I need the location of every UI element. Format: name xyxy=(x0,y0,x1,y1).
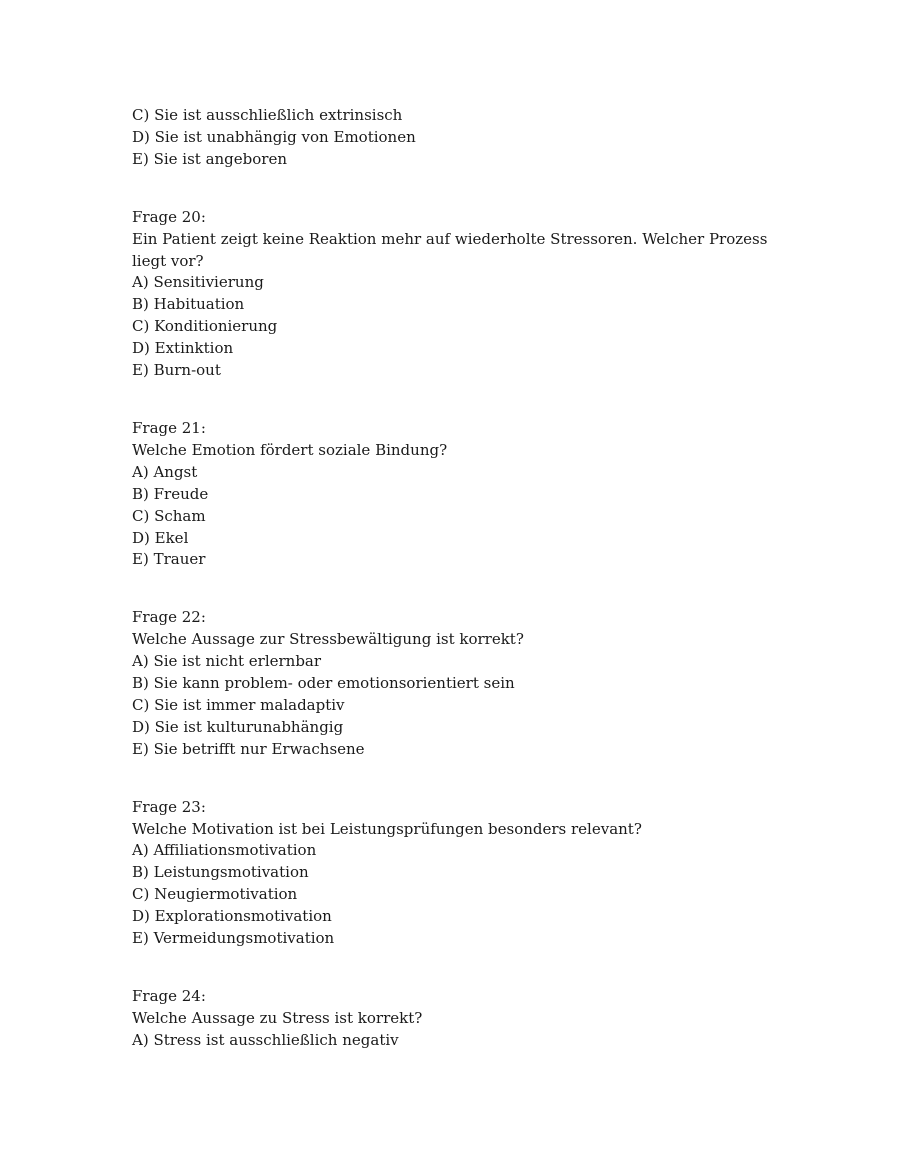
question-label: Frage 20: xyxy=(132,207,206,226)
question-21 xyxy=(132,418,772,571)
document-page xyxy=(132,105,772,1052)
answer-option: B) Habituation xyxy=(132,295,245,314)
question-23 xyxy=(132,797,772,950)
answer-option: A) Stress ist ausschließlich negativ xyxy=(132,1030,399,1049)
answer-option: C) Scham xyxy=(132,506,206,525)
answer-option: B) Sie kann problem- oder emotionsorientiert sein xyxy=(132,674,515,693)
answer-option: A) Affiliationsmotivation xyxy=(132,841,317,860)
question-label: Frage 23: xyxy=(132,797,206,816)
continued-options xyxy=(132,105,772,171)
answer-option: E) Burn-out xyxy=(132,361,221,380)
question-label: Frage 22: xyxy=(132,608,206,627)
answer-option: A) Sensitivierung xyxy=(132,273,264,292)
answer-option: C) Neugiermotivation xyxy=(132,885,298,904)
question-text: Ein Patient zeigt keine Reaktion mehr auf wiederholte Stressoren. Welcher Prozess liegt vor? xyxy=(132,229,768,270)
answer-option: B) Leistungsmotivation xyxy=(132,863,309,882)
question-text: Welche Aussage zur Stressbewältigung ist korrekt? xyxy=(132,630,524,649)
answer-option: E) Sie betrifft nur Erwachsene xyxy=(132,739,365,758)
answer-option: A) Angst xyxy=(132,462,198,481)
answer-option: C) Konditionierung xyxy=(132,317,278,336)
answer-option: A) Sie ist nicht erlernbar xyxy=(132,652,322,671)
answer-option: E) Sie ist angeboren xyxy=(132,149,288,168)
question-text: Welche Aussage zu Stress ist korrekt? xyxy=(132,1008,423,1027)
question-22 xyxy=(132,607,772,760)
answer-option: C) Sie ist ausschließlich extrinsisch xyxy=(132,106,403,124)
answer-option: D) Sie ist unabhängig von Emotionen xyxy=(132,127,416,146)
question-24 xyxy=(132,986,772,1052)
answer-option: D) Sie ist kulturunabhängig xyxy=(132,717,344,736)
question-text: Welche Emotion fördert soziale Bindung? xyxy=(132,440,448,459)
question-20 xyxy=(132,207,772,382)
answer-option: B) Freude xyxy=(132,484,209,503)
answer-option: D) Extinktion xyxy=(132,339,234,358)
answer-option: E) Trauer xyxy=(132,550,206,569)
question-label: Frage 24: xyxy=(132,987,206,1005)
question-text: Welche Motivation ist bei Leistungsprüfungen besonders relevant? xyxy=(132,819,642,838)
question-label: Frage 21: xyxy=(132,418,206,437)
answer-option: C) Sie ist immer maladaptiv xyxy=(132,695,345,714)
answer-option: D) Explorationsmotivation xyxy=(132,907,332,926)
answer-option: D) Ekel xyxy=(132,528,189,547)
answer-option: E) Vermeidungsmotivation xyxy=(132,929,335,948)
